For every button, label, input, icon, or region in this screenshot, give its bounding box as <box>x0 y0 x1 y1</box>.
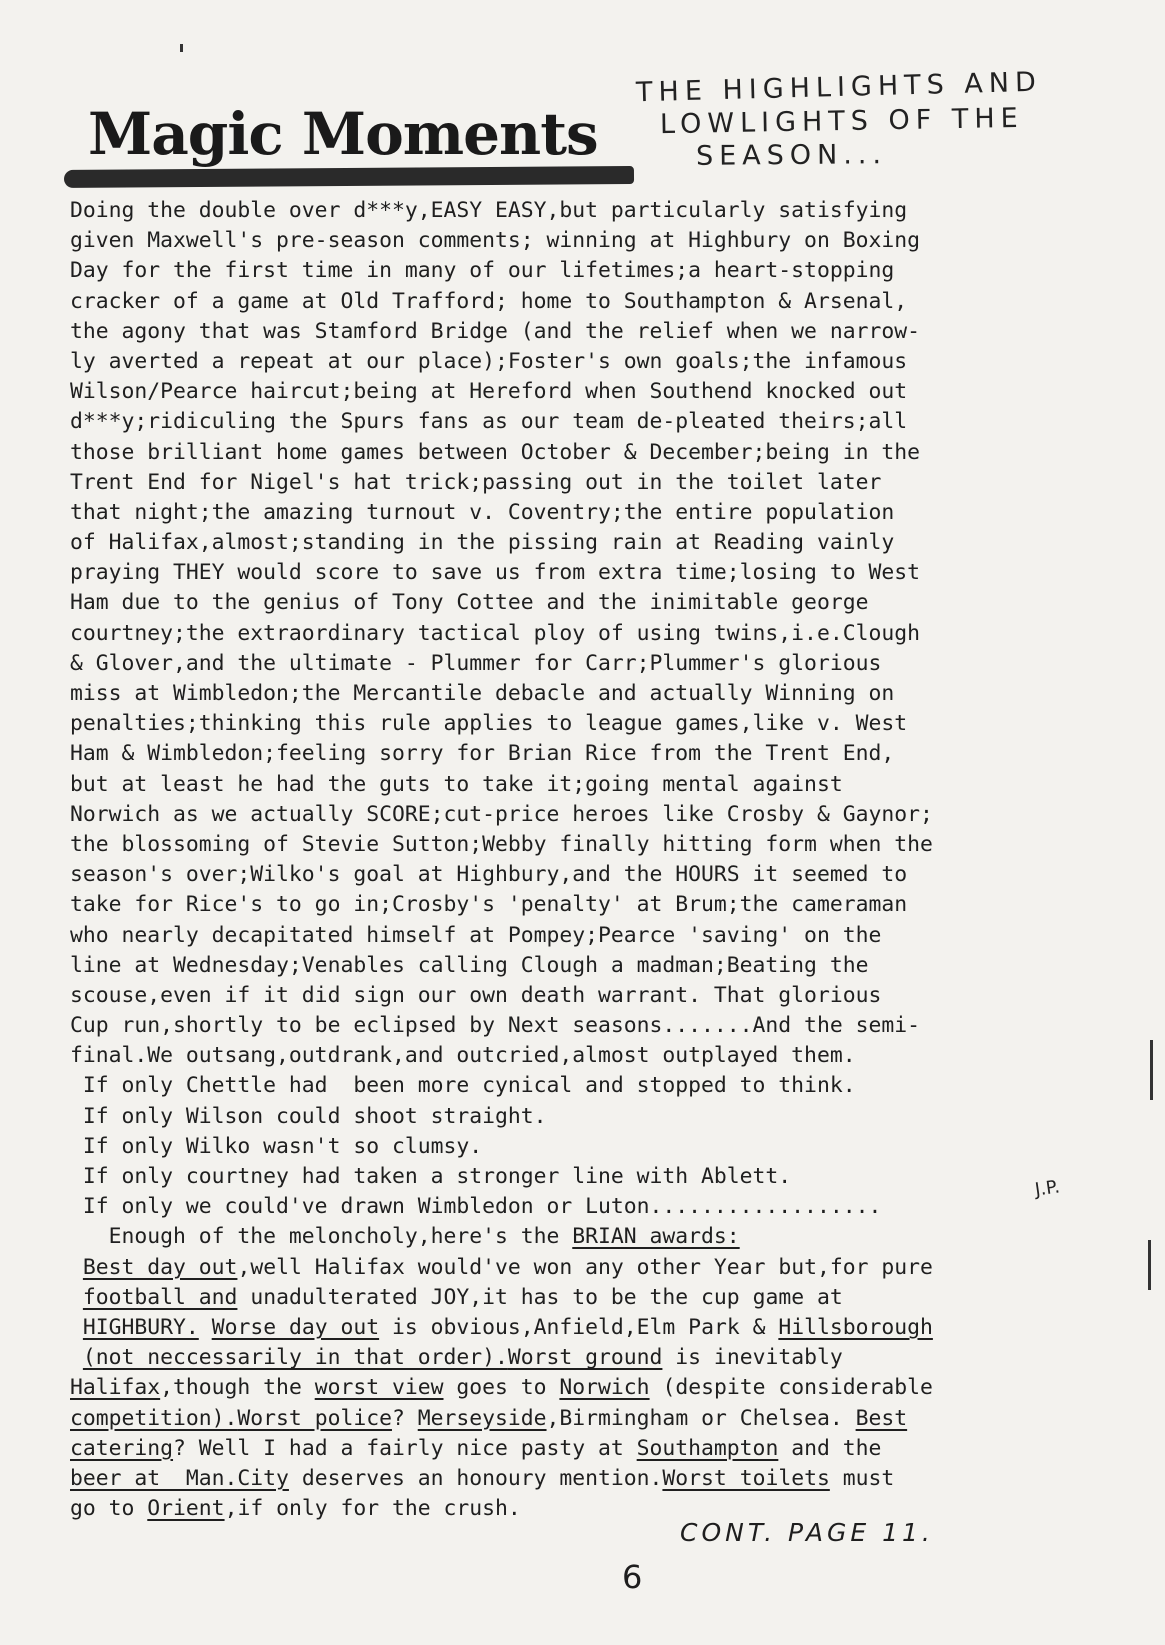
underlined-text: Worst toilets <box>662 1465 830 1491</box>
text-segment <box>70 1315 83 1340</box>
article-line: season's over;Wilko's goal at Highbury,and the HOURS it seemed to <box>70 862 908 888</box>
text-segment: ,if only for the crush. <box>224 1496 521 1522</box>
if-only-line: If only we could've drawn Wimbledon or Luton.................. <box>70 1194 882 1220</box>
article-line: who nearly decapitated himself at Pompey;Pearce 'saving' on the <box>70 922 882 948</box>
article-line: Day for the first time in many of our lifetimes;a heart-stopping <box>70 258 895 284</box>
article-line: Norwich as we actually SCORE;cut-price heroes like Crosby & Gaynor; <box>70 801 933 827</box>
text-segment <box>199 1315 212 1340</box>
underlined-text: catering <box>70 1435 174 1461</box>
article-line: Ham due to the genius of Tony Cottee and the inimitable george <box>70 590 869 616</box>
text-segment <box>70 1345 83 1370</box>
text-segment: is inevitably <box>662 1345 843 1371</box>
article-line: Cup run,shortly to be eclipsed by Next seasons.......And the semi- <box>70 1013 920 1039</box>
underlined-text: Southampton <box>636 1435 779 1461</box>
article-line: Ham & Wimbledon;feeling sorry for Brian Rice from the Trent End, <box>70 741 895 767</box>
text-segment: and the <box>778 1435 882 1461</box>
underlined-text: Hillsborough <box>778 1314 933 1340</box>
awards-line <box>70 1313 1110 1343</box>
margin-tick <box>180 44 183 52</box>
article-line: scouse,even if it did sign our own death warrant. That glorious <box>70 982 882 1008</box>
if-only-line: If only Chettle had been more cynical and stopped to think. <box>70 1073 856 1099</box>
article-line: line at Wednesday;Venables calling Clough a madman;Beating the <box>70 952 869 978</box>
article-body <box>70 196 1110 1524</box>
article-line: the agony that was Stamford Bridge (and the relief when we narrow- <box>70 318 920 344</box>
article-line: penalties;thinking this rule applies to league games,like v. West <box>70 711 908 737</box>
underlined-text: BRIAN awards: <box>572 1224 740 1250</box>
text-segment: go to <box>70 1496 148 1522</box>
text-segment <box>70 1285 83 1310</box>
underlined-text: Worst ground <box>507 1345 663 1371</box>
text-segment: ? <box>391 1405 418 1431</box>
article-line: & Glover,and the ultimate - Plummer for Carr;Plummer's glorious <box>70 650 882 676</box>
text-segment: Enough of the meloncholy,here's the <box>70 1224 573 1250</box>
awards-line <box>70 1283 1110 1313</box>
text-segment: goes to <box>443 1375 560 1401</box>
awards-line <box>70 1404 1110 1434</box>
if-only-line: If only Wilson could shoot straight. <box>70 1103 547 1129</box>
awards-line <box>70 1253 1110 1283</box>
underlined-text: Best <box>855 1405 908 1431</box>
text-segment: ? Well I had a fairly nice pasty at <box>173 1435 637 1461</box>
margin-tick <box>1148 1240 1151 1290</box>
if-only-line: If only Wilko wasn't so clumsy. <box>70 1133 483 1159</box>
text-segment: (despite considerable <box>649 1375 933 1401</box>
underlined-text: competition). <box>70 1405 238 1431</box>
article-line: the blossoming of Stevie Sutton;Webby finally hitting form when the <box>70 831 933 857</box>
handwritten-subtitle-line: LOWLIGHTS OF THE <box>659 102 1024 141</box>
author-initials: J.P. <box>1033 1176 1062 1201</box>
awards-line <box>70 1373 1110 1403</box>
article-line: Wilson/Pearce haircut;being at Hereford when Southend knocked out <box>70 379 908 405</box>
awards-line <box>70 1434 1110 1464</box>
underlined-text: Best day out <box>82 1254 238 1280</box>
underlined-text: (not neccessarily in that order). <box>82 1345 508 1371</box>
article-line: courtney;the extraordinary tactical ploy of using twins,i.e.Clough <box>70 620 920 646</box>
article-line: Trent End for Nigel's hat trick;passing out in the toilet later <box>70 469 882 495</box>
text-segment: deserves an honoury mention. <box>288 1465 663 1491</box>
awards-line <box>70 1464 1110 1494</box>
underlined-text: Worse day out <box>211 1314 380 1340</box>
handwritten-subtitle-line: SEASON... <box>695 139 888 172</box>
awards-line <box>70 1494 1110 1524</box>
text-segment: unadulterated JOY,it has to be the cup game at <box>237 1284 843 1310</box>
article-line: that night;the amazing turnout v. Coventry;the entire population <box>70 499 895 525</box>
article-line: given Maxwell's pre-season comments; winning at Highbury on Boxing <box>70 228 920 254</box>
underlined-text: HIGHBURY. <box>82 1314 199 1340</box>
text-segment <box>70 1255 83 1280</box>
handwritten-subtitle-line: THE HIGHLIGHTS AND <box>635 66 1043 109</box>
margin-tick <box>1150 1040 1153 1100</box>
article-line: miss at Wimbledon;the Mercantile debacle and actually Winning on <box>70 681 895 706</box>
underlined-text: Orient <box>147 1496 225 1522</box>
article-line: Doing the double over d***y,EASY EASY,but particularly satisfying <box>70 198 908 223</box>
text-segment: is obvious,Anfield,Elm Park & <box>379 1314 779 1340</box>
underlined-text: football and <box>82 1284 238 1310</box>
text-segment: ,Birmingham or Chelsea. <box>546 1405 856 1431</box>
underlined-text: Halifax <box>70 1375 161 1401</box>
article-line: ly averted a repeat at our place);Foster's own goals;the infamous <box>70 348 908 374</box>
awards-line <box>70 1222 1110 1252</box>
continued-note: CONT. PAGE 11. <box>680 1518 934 1547</box>
text-segment: ,well Halifax would've won any other Year but,for pure <box>237 1254 933 1280</box>
underlined-text: Merseyside <box>417 1405 547 1431</box>
article-line: those brilliant home games between October & December;being in the <box>70 439 920 465</box>
article-line: cracker of a game at Old Trafford; home to Southampton & Arsenal, <box>70 288 908 314</box>
article-line: final.We outsang,outdrank,and outcried,almost outplayed them. <box>70 1043 856 1069</box>
underlined-text: beer at Man.City <box>70 1465 289 1491</box>
article-line: d***y;ridiculing the Spurs fans as our team de-pleated theirs;all <box>70 409 908 435</box>
article-line: take for Rice's to go in;Crosby's 'penalty' at Brum;the cameraman <box>70 892 908 918</box>
article-line: of Halifax,almost;standing in the pissing rain at Reading vainly <box>70 530 895 556</box>
text-segment: must <box>829 1465 895 1491</box>
awards-line <box>70 1343 1110 1373</box>
page-number: 6 <box>622 1558 643 1596</box>
article-line: praying THEY would score to save us from extra time;losing to West <box>70 560 920 586</box>
masthead-title: Magic Moments <box>88 100 598 168</box>
article-line: but at least he had the guts to take it;going mental against <box>70 771 843 797</box>
underlined-text: Worst police <box>237 1405 392 1431</box>
text-segment: ,though the <box>160 1375 315 1401</box>
underlined-text: worst view <box>314 1375 444 1401</box>
underlined-text: Norwich <box>559 1375 650 1401</box>
if-only-line: If only courtney had taken a stronger line with Ablett. <box>70 1164 792 1189</box>
masthead-underline-bar <box>64 166 634 188</box>
